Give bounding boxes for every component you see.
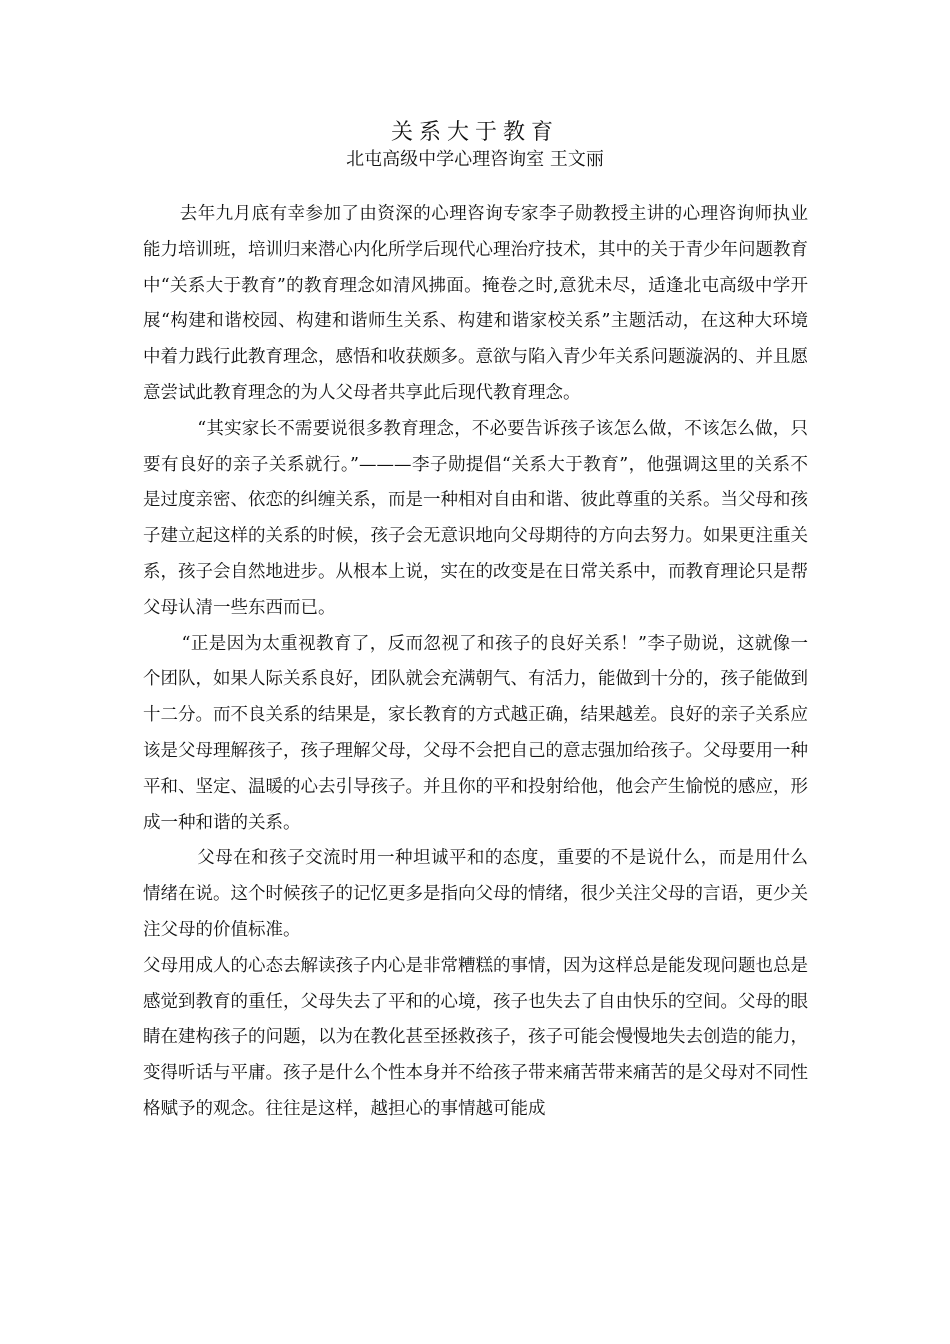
paragraph-3: “正是因为太重视教育了，反而忽视了和孩子的良好关系！”李子勋说，这就像一个团队，如果人际关系良好，团队就会充满朝气、有活力，能做到十分的，孩子能做到十二分。而不良关系的结果是，家长教育的方式越正确，结果越差。良好的亲子关系应该是父母理解孩子，孩子理解父母，父母不会把自己的意志强加给孩子。父母要用一种平和、坚定、温暖的心去引导孩子。并且你的平和投射给他，他会产生愉悦的感应，形成一种和谐的关系。 <box>143 633 808 833</box>
author-line: 北屯高级中学心理咨询室 王文丽 <box>346 149 604 170</box>
paragraph-4: 父母在和孩子交流时用一种坦诚平和的态度，重要的不是说什么，而是用什么情绪在说。这个时候孩子的记忆更多是指向父母的情绪，很少关注父母的言语，更少关注父母的价值标准。 <box>143 848 808 940</box>
paragraph-1: 去年九月底有幸参加了由资深的心理咨询专家李子勋教授主讲的心理咨询师执业能力培训班，培训归来潜心内化所学后现代心理治疗技术，其中的关于青少年问题教育中“关系大于教育”的教育理念如清风拂面。掩卷之时,意犹未尽，适逢北屯高级中学开展“构建和谐校园、构建和谐师生关系、构建和谐家校关系”主题活动，在这种大环境中着力践行此教育理念，感悟和收获颇多。意欲与陷入青少年关系问题漩涡的、并且愿意尝试此教育理念的为人父母者共享此后现代教育理念。 <box>143 204 808 403</box>
paragraph-2: “其实家长不需要说很多教育理念，不必要告诉孩子该怎么做，不该怎么做，只要有良好的亲子关系就行。”———李子勋提倡“关系大于教育”，他强调这里的关系不是过度亲密、依恋的纠缠关系，而是一种相对自由和谐、彼此尊重的关系。当父母和孩子建立起这样的关系的时候，孩子会无意识地向父母期待的方向去努力。如果更注重关系，孩子会自然地进步。从根本上说，实在的改变是在日常关系中，而教育理论只是帮父母认清一些东西而已。 <box>143 418 808 618</box>
document-body <box>143 197 808 1128</box>
paragraph-5: 父母用成人的心态去解读孩子内心是非常糟糕的事情，因为这样总是能发现问题也总是感觉到教育的重任，父母失去了平和的心境，孩子也失去了自由快乐的空间。父母的眼睛在建构孩子的问题，以为在教化甚至拯救孩子，孩子可能会慢慢地失去创造的能力，变得听话与平庸。孩子是什么个性本身并不给孩子带来痛苦带来痛苦的是父母对不同性格赋予的观念。往往是这样，越担心的事情越可能成 <box>143 955 808 1119</box>
page-title: 关系大于教育 <box>390 120 559 145</box>
